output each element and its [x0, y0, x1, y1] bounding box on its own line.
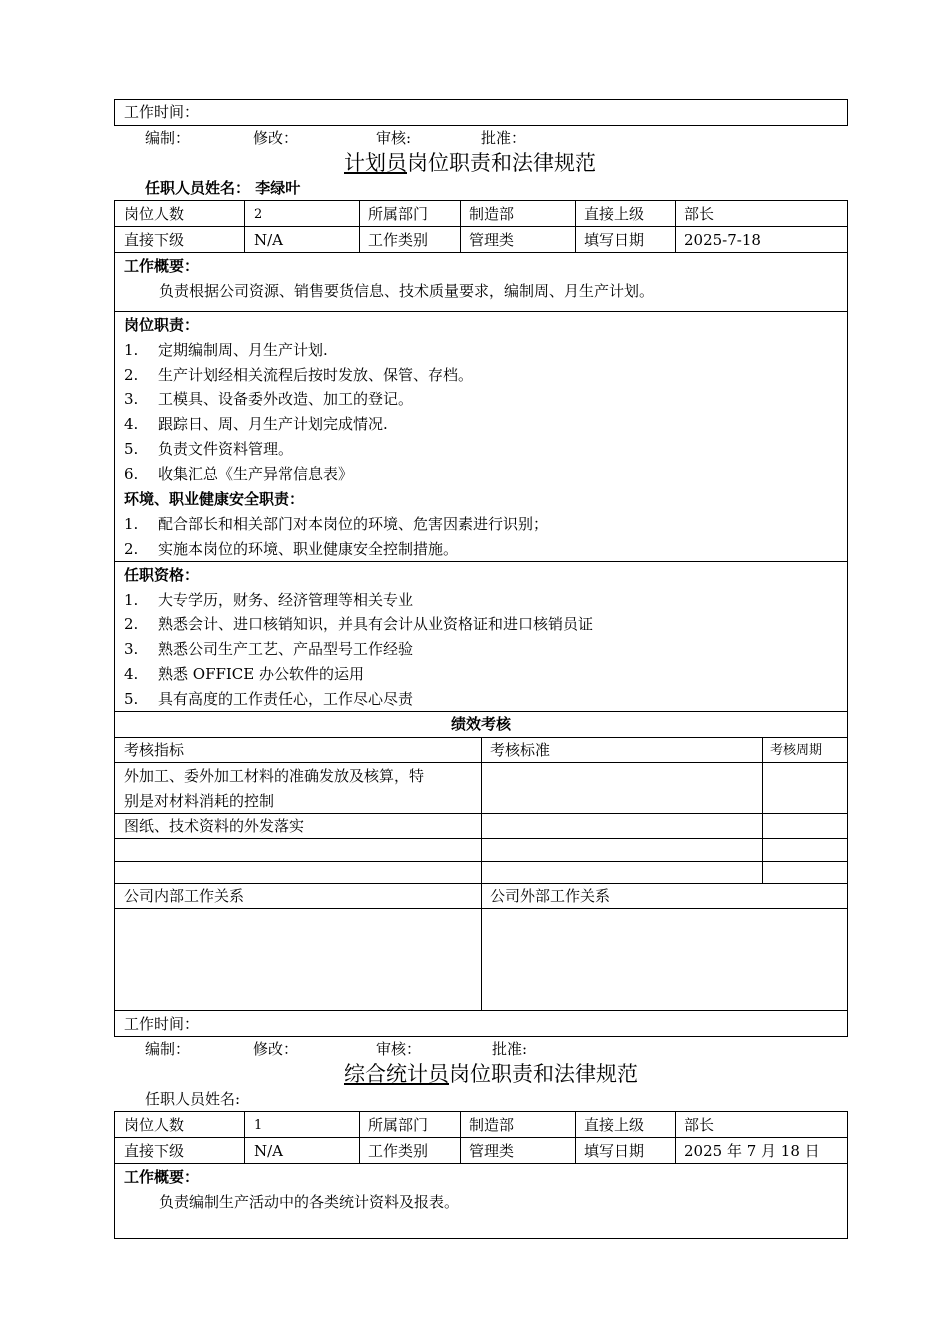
cell-subordinate-label: 直接下级: [124, 1142, 185, 1160]
perf-header-indicator: 考核指标: [124, 741, 185, 759]
planner-title: [344, 150, 596, 176]
list-item: 2. 熟悉会计、进口核销知识，并具有会计从业资格证和进口核销员证: [124, 615, 594, 633]
cell-superior-value: 部长: [684, 205, 715, 223]
cell-headcount-value: 2: [254, 207, 263, 222]
overview-label: 工作概要：: [124, 257, 200, 275]
cell-subordinate-label: 直接下级: [124, 231, 185, 249]
sign-compile: 编制：: [145, 1040, 191, 1058]
list-item: 1. 配合部长和相关部门对本岗位的环境、危害因素进行识别；: [124, 515, 549, 533]
list-item: 6. 收集汇总《生产异常信息表》: [124, 465, 354, 483]
statistician-title-role: 综合统计员: [344, 1062, 449, 1086]
list-item: 1. 定期编制周、月生产计划.: [124, 341, 328, 359]
work-time-box: [114, 99, 848, 126]
cell-category-label: 工作类别: [368, 1142, 429, 1160]
internal-relations-label: 公司内部工作关系: [124, 887, 245, 905]
cell-superior-label: 直接上级: [584, 205, 645, 223]
sign-approve: 批准：: [481, 129, 527, 147]
cell-superior-value: 部长: [684, 1116, 715, 1134]
list-item: 3. 工模具、设备委外改造、加工的登记。: [124, 390, 414, 408]
cell-dept-value: 制造部: [469, 1116, 515, 1134]
list-item: 4. 跟踪日、周、月生产计划完成情况.: [124, 415, 388, 433]
cell-headcount-label: 岗位人数: [124, 205, 185, 223]
sign-review: 审核:: [376, 129, 412, 147]
qual-label: 任职资格：: [124, 566, 200, 584]
cell-category-value: 管理类: [469, 231, 515, 249]
perf-header-period: 考核周期: [770, 743, 823, 758]
work-time-label: 工作时间：: [124, 1015, 200, 1033]
sign-modify: 修改：: [253, 129, 299, 147]
list-item: 3. 熟悉公司生产工艺、产品型号工作经验: [124, 640, 414, 658]
cell-superior-label: 直接上级: [584, 1116, 645, 1134]
perf-title: 绩效考核: [450, 715, 511, 733]
list-item: 5. 具有高度的工作责任心，工作尽心尽责: [124, 690, 414, 708]
table-row-cont: 别是对材料消耗的控制: [124, 792, 275, 810]
sign-compile: 编制：: [145, 129, 191, 147]
list-item: 2. 生产计划经相关流程后按时发放、保管、存档。: [124, 366, 474, 384]
overview-text: 负责根据公司资源、销售要货信息、技术质量要求，编制周、月生产计划。: [159, 282, 655, 300]
table-row: 外加工、委外加工材料的准确发放及核算，特: [124, 767, 425, 785]
ehs-label: 环境、职业健康安全职责：: [124, 490, 305, 508]
sign-approve: 批准:: [492, 1040, 528, 1058]
cell-category-label: 工作类别: [368, 231, 429, 249]
table-row: 图纸、技术资料的外发落实: [124, 817, 305, 835]
planner-holder: 任职人员姓名： 李绿叶: [145, 179, 301, 197]
cell-dept-label: 所属部门: [368, 205, 429, 223]
cell-date-label: 填写日期: [584, 231, 645, 249]
cell-category-value: 管理类: [469, 1142, 515, 1160]
cell-headcount-value: 1: [254, 1118, 263, 1133]
list-item: 4. 熟悉 OFFICE 办公软件的运用: [124, 665, 365, 683]
cell-subordinate-value: N/A: [254, 1142, 284, 1160]
list-item: 1. 大专学历，财务、经济管理等相关专业: [124, 591, 414, 609]
cell-date-label: 填写日期: [584, 1142, 645, 1160]
planner-title-role: 计划员: [344, 151, 407, 175]
statistician-holder: 任职人员姓名:: [145, 1090, 241, 1108]
cell-subordinate-value: N/A: [254, 231, 284, 249]
work-time-label: 工作时间：: [124, 103, 200, 121]
planner-title-rest: 岗位职责和法律规范: [407, 151, 596, 175]
cell-headcount-label: 岗位人数: [124, 1116, 185, 1134]
cell-date-value: 2025-7-18: [684, 231, 761, 249]
cell-date-value: 2025 年 7 月 18 日: [684, 1142, 820, 1160]
sign-review: 审核：: [376, 1040, 422, 1058]
perf-header-standard: 考核标准: [490, 741, 551, 759]
cell-dept-value: 制造部: [469, 205, 515, 223]
list-item: 5. 负责文件资料管理。: [124, 440, 294, 458]
cell-dept-label: 所属部门: [368, 1116, 429, 1134]
list-item: 2. 实施本岗位的环境、职业健康安全控制措施。: [124, 540, 459, 558]
overview-text: 负责编制生产活动中的各类统计资料及报表。: [159, 1193, 460, 1211]
duties-label: 岗位职责：: [124, 316, 200, 334]
overview-label: 工作概要：: [124, 1168, 200, 1186]
statistician-title: [344, 1061, 638, 1087]
statistician-title-rest: 岗位职责和法律规范: [449, 1062, 638, 1086]
external-relations-label: 公司外部工作关系: [490, 887, 611, 905]
sign-modify: 修改：: [253, 1040, 299, 1058]
